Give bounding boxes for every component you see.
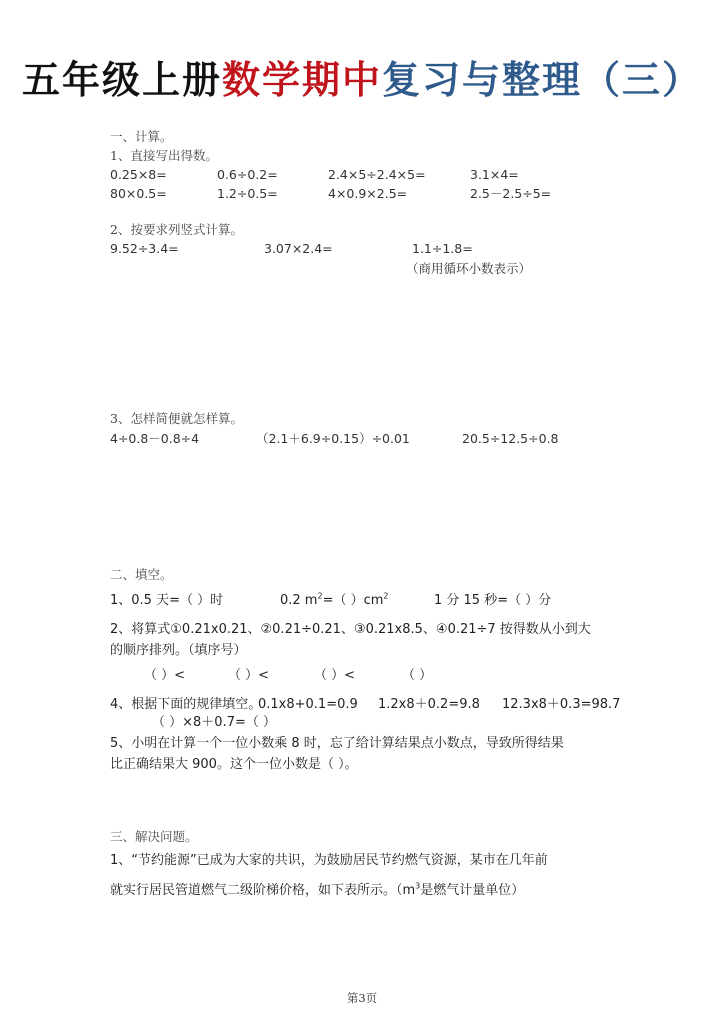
page-number: 第3页 bbox=[346, 991, 378, 1005]
q1-problem: 2.4×5÷2.4×5= bbox=[328, 167, 426, 182]
pattern-fill-blank: （ ）×8＋0.7=（ ） bbox=[152, 715, 276, 730]
q1-problem: 0.6÷0.2= bbox=[217, 167, 278, 182]
fill-q2-line1: 2、将算式①0.21x0.21、②0.21÷0.21、③0.21x8.5、④0.21÷7 按得数从小到大 bbox=[110, 622, 591, 637]
pattern-example: 0.1x8+0.1=0.9 bbox=[258, 697, 358, 712]
section1-heading: 一、计算。 bbox=[110, 129, 173, 144]
q2-problem: 9.52÷3.4= bbox=[110, 241, 179, 256]
title-subject-part: 数学期中 bbox=[221, 57, 382, 102]
q1-problem: 2.5－2.5÷5= bbox=[470, 186, 552, 201]
area-blank: =（ ）cm bbox=[322, 593, 384, 608]
q2-note: （商用循环小数表示） bbox=[406, 261, 532, 276]
problem-q1-text-end: 是燃气计量单位） bbox=[420, 883, 525, 898]
fill-q5 bbox=[110, 733, 630, 775]
problem-q1-line1: 1、“节约能源”已成为大家的共识，为鼓励居民节约燃气资源，某市在几年前 bbox=[110, 853, 548, 868]
problem-q1 bbox=[110, 846, 630, 906]
section2-heading: 二、填空。 bbox=[110, 567, 173, 582]
section1-q1-label: 1、直接写出得数。 bbox=[110, 148, 218, 163]
fill-q4-label: 4、根据下面的规律填空。 bbox=[110, 697, 262, 712]
section1-q3-label: 3、怎样简便就怎样算。 bbox=[110, 411, 243, 426]
section3-heading: 三、解决问题。 bbox=[110, 829, 198, 844]
q1-problem: 3.1×4= bbox=[470, 167, 519, 182]
squared-superscript: 2 bbox=[317, 591, 323, 601]
q2-problem: 3.07×2.4= bbox=[264, 241, 333, 256]
page-title bbox=[0, 52, 724, 108]
fill-q1-days: 1、0.5 天=（ ）时 bbox=[110, 593, 224, 608]
q3-problem: （2.1＋6.9÷0.15）÷0.01 bbox=[256, 431, 410, 446]
area-value: 0.2 m bbox=[280, 593, 318, 608]
order-blank: （ ）< bbox=[144, 668, 186, 683]
order-blank: （ ） bbox=[402, 668, 433, 683]
fill-q2 bbox=[110, 619, 630, 661]
q1-problem: 4×0.9×2.5= bbox=[328, 186, 408, 201]
problem-q1-line2 bbox=[110, 876, 630, 906]
q1-problem: 80×0.5= bbox=[110, 186, 167, 201]
q3-problem: 4÷0.8－0.8÷4 bbox=[110, 431, 200, 446]
title-review-part: 复习与整理（三） bbox=[382, 57, 703, 102]
fill-q1-time: 1 分 15 秒=（ ）分 bbox=[434, 593, 552, 608]
order-blank: （ ）< bbox=[228, 668, 270, 683]
cubed-superscript: 3 bbox=[415, 881, 421, 891]
fill-q5-line2: 比正确结果大 900。这个一位小数是（ ）。 bbox=[110, 757, 358, 772]
section1-q2-label: 2、按要求列竖式计算。 bbox=[110, 222, 243, 237]
q3-problem: 20.5÷12.5÷0.8 bbox=[462, 431, 559, 446]
problem-q1-text: 就实行居民管道燃气二级阶梯价格，如下表所示。（m bbox=[110, 883, 416, 898]
q1-problem: 0.25×8= bbox=[110, 167, 167, 182]
fill-q5-line1: 5、小明在计算一个一位小数乘 8 时，忘了给计算结果点小数点，导致所得结果 bbox=[110, 736, 564, 751]
pattern-example: 12.3x8＋0.3=98.7 bbox=[502, 697, 621, 712]
squared-superscript: 2 bbox=[383, 591, 389, 601]
title-grade-part: 五年级上册 bbox=[21, 57, 222, 102]
order-blank: （ ）< bbox=[314, 668, 356, 683]
fill-q2-line2: 的顺序排列。（填序号） bbox=[110, 643, 247, 658]
fill-q1-area bbox=[280, 592, 389, 610]
q2-problem: 1.1÷1.8= bbox=[412, 241, 473, 256]
pattern-example: 1.2x8＋0.2=9.8 bbox=[378, 697, 480, 712]
q1-problem: 1.2÷0.5= bbox=[217, 186, 278, 201]
